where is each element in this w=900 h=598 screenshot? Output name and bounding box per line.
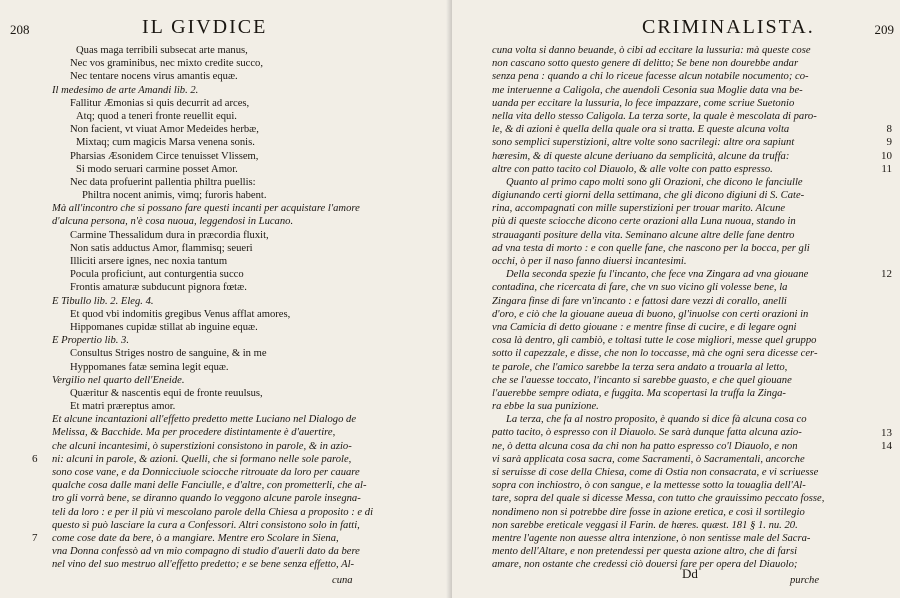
text-line: rina, accompagnati con mille superstizioni per trouar marito. Alcune <box>492 203 786 215</box>
text-line: E Tibullo lib. 2. Eleg. 4. <box>52 295 154 307</box>
text-line: Hippomanes cupidæ stillat ab inguine equæ. <box>70 321 258 333</box>
text-line: non cascano sotto questo genere di delitto; Se bene non dourebbe andar <box>492 58 799 70</box>
text-line: nel vino del suo mestruo all'effetto predetto; e se bene senza effetto, Al- <box>52 559 355 571</box>
text-line: Non facient, vt viuat Amor Medeides herbæ, <box>70 124 259 136</box>
text-line: strauaganti positure della vita. Seminano alcune altre delle fane dentro <box>492 229 795 241</box>
right-running-head <box>492 14 894 40</box>
text-line: si seruisse di cose della Chiesa, come di Ostia non consacrata, e vi scriuesse <box>492 467 819 478</box>
text-line: Della seconda spezie fu l'incanto, che fece vna Zingara ad vna giouane <box>506 269 809 281</box>
right-catchword: purche <box>790 575 820 586</box>
text-line: come cose date da bere, ò a mangiare. Mentre ero Scolare in Siena, <box>52 532 339 544</box>
text-line: tare, sopra del quale si dicesse Messa, con tutto che grauissimo peccato fosse, <box>492 493 825 505</box>
text-line: che se l'auesse toccato, l'incanto si sarebbe guasto, e che quel giouane <box>492 374 792 386</box>
text-line: senza pena : quando a chi lo riceue facesse alcun notabile nocumento; co- <box>492 71 809 83</box>
margin-note-number: 8 <box>886 123 892 136</box>
text-line: vna Donna confessò ad vn mio compagno di studio d'auerli dato da bere <box>52 546 360 558</box>
text-line: Et matri præreptus amor. <box>70 401 176 413</box>
text-line: Il medesimo de arte Amandi lib. 2. <box>52 84 199 96</box>
text-line: Nec vos graminibus, nec mixto credite succo, <box>70 58 263 70</box>
margin-note-number: 11 <box>881 162 892 175</box>
text-line: d'alcuna persona, n'è cosa nuoua, leggendosi in Lucano. <box>52 216 294 228</box>
text-line: Pocula proficiunt, aut conturgentia succo <box>70 269 244 281</box>
right-text-block <box>492 44 892 572</box>
text-line: ni: alcuni in parole, & azioni. Quelli, che si formano nelle sole parole, <box>52 453 352 465</box>
text-line: patto tacito, ò espresso con il Diauolo. Se sarà dunque fatta alcuna azio- <box>492 427 802 439</box>
text-line: te parole, che l'amico sarebbe la terza sera andato a trouarla al letto, <box>492 361 788 373</box>
text-line: Et alcune incantazioni all'effetto predetto mette Luciano nel Dialogo de <box>52 414 357 426</box>
text-line: E Propertio lib. 3. <box>52 335 129 347</box>
text-line: me interuenne a Caligola, che auendoli Cesonia sua Moglie data vna be- <box>492 84 803 96</box>
text-line: occhi, ò per il naso fanno diuersi incantesimi. <box>492 256 687 267</box>
text-line: Mixtaq; cum magicis Marsa venena sonis. <box>76 137 255 149</box>
text-line: Hyppomanes fatæ semina legit equæ. <box>70 361 229 373</box>
text-line: le, & di azioni è quella della quale ora si tratta. E queste alcuna volta <box>492 124 790 136</box>
text-line: uanda per eccitare la lussuria, lo fece impazzare, come scriue Suetonio <box>492 97 795 109</box>
text-line: Carmine Thessalidum dura in præcordia fluxit, <box>70 229 269 241</box>
text-line: questo sì può lasciare la cura a Confessori. Altri consistono solo in fatti, <box>52 519 360 531</box>
margin-note-number: 9 <box>886 136 892 149</box>
text-line: Pharsias Æsonidem Circe tenuisset Vlissem, <box>70 150 259 162</box>
text-line: digiunando certi giorni della settimana, che gli dicono digiuni di S. Cate- <box>492 190 805 202</box>
text-line: sotto il capezzale, e disse, che non lo toccasse, mà che ogni sera dicesse cer- <box>492 348 818 360</box>
text-line: vi sarà applicata cosa sacra, come Sacramenti, ò Sacramentali, ancorche <box>492 453 805 465</box>
text-line: ne, ò detta alcuna cosa da chi non ha patto espresso co'l Diauolo, e non <box>492 440 798 452</box>
text-line: Non satis adductus Amor, flammisq; seueri <box>70 242 253 254</box>
text-line: Atq; quod a teneri fronte reuellit equi. <box>76 110 237 122</box>
text-line: Frontis amaturæ subducunt pignora fœtæ. <box>70 282 247 294</box>
text-line: cosa là dentro, gli cambiò, e toltasi tutte le cose migliori, messe quel gruppo <box>492 335 817 347</box>
margin-note-number: 12 <box>881 268 892 281</box>
right-page <box>452 0 900 598</box>
text-line: Nec tentare nocens virus amantis equæ. <box>70 71 238 83</box>
text-line: sono cose vane, e da Donnicciuole sciocche ritrouate da loro per cauare <box>52 467 360 478</box>
text-line: qualche cosa dalle mani delle Fanciulle, e d'altre, con prometterli, che al- <box>52 480 367 492</box>
text-line: teli da loro : e per il più vi mescolano parole della Chiesa a proposito : e di <box>52 506 374 518</box>
text-line: Et quod vbi indomitis gregibus Venus afflat amores, <box>70 308 291 320</box>
left-running-head <box>10 14 438 40</box>
text-line: Philtra nocent animis, vimq; furoris habent. <box>82 190 267 202</box>
text-line: Illiciti arsere ignes, nec noxia tantum <box>70 256 228 267</box>
text-line: tro gli vorrà bene, se diranno quando lo veggono alcune parole insegna- <box>52 493 361 505</box>
text-line: ad vna testa di morto : e con quelle fane, che nascono per la bocca, per gli <box>492 242 810 254</box>
text-line: nella vita dello stesso Caligola. La terza sorte, la quale è mescolata di paro- <box>492 110 817 122</box>
left-page-number: 208 <box>10 22 30 37</box>
text-line: Vergilio nel quarto dell'Eneide. <box>52 374 185 386</box>
margin-note-number: 14 <box>881 440 892 452</box>
margin-note-number: 13 <box>881 426 892 439</box>
text-line: sono semplici superstizioni, altre volte sono sacrilegi: altre ora sapiunt <box>492 137 795 149</box>
margin-note-number: 7 <box>32 532 38 545</box>
text-line: sopra con inchiostro, ò con sangue, e la mettesse sotto la touaglia dell'Al- <box>492 480 806 492</box>
text-line: Mà all'incontro che si possano fare questi incanti per acquistare l'amore <box>52 203 360 215</box>
text-line: Fallitur Æmonias si quis decurrit ad arces, <box>70 97 250 109</box>
text-line: Quæritur & nascentis equi de fronte reuulsus, <box>70 387 263 399</box>
right-page-number: 209 <box>874 22 894 37</box>
text-line: d'oro, e ciò che la giouane aueua di buono, gl'inuolse con certi orazioni in <box>492 308 809 320</box>
text-line: Si modo seruari carmine posset Amor. <box>76 163 238 175</box>
right-signature-mark: Dd <box>682 566 698 581</box>
text-line: amare, non ostante che credessi ciò douersi fare per opera del Diauolo; <box>492 559 798 571</box>
text-line: altre con patto tacito col Diauolo, & alle volte con patto espresso. <box>492 163 773 175</box>
margin-note-number: 6 <box>32 453 38 466</box>
left-text-block <box>32 44 438 572</box>
text-line: vna Camicia di detto giouane : e mentre finse di cucire, e di legare ogni <box>492 321 797 333</box>
left-running-title: IL GIVDICE <box>142 16 268 38</box>
text-line: mento dell'Altare, e non pretendessi per questa azione altro, che di farsi <box>492 546 798 558</box>
text-line: l'auerebbe sempre odiata, e fuggita. Ma scopertasi la truffa la Zinga- <box>492 387 786 399</box>
left-catchword: cuna <box>332 575 353 586</box>
text-line: hæresim, & di queste alcune deriuano da semplicità, alcune da truffa: <box>492 150 790 162</box>
text-line: Quas maga terribili subsecat arte manus, <box>76 45 248 56</box>
margin-note-number: 10 <box>881 149 892 162</box>
text-line: nondimeno non si potrebbe dire fosse in azione eretica, e così il sortilegio <box>492 506 805 518</box>
text-line: più di queste sciocche dicono certe orazioni alla Luna nuoua, stando in <box>492 216 796 228</box>
text-line: Nec data profuerint pallentia philtra puellis: <box>70 176 256 188</box>
text-line: contadina, che ricercata di fare, che vn suo vicino gli volesse bene, la <box>492 282 788 294</box>
text-line: Consultus Striges nostro de sanguine, & in me <box>70 348 267 360</box>
text-line: ra ebbe la sua punizione. <box>492 401 599 413</box>
text-line: non sarebbe ereticale veggasi il Farin. de hæres. quæst. 181 § 1. nu. 20. <box>492 519 798 531</box>
text-line: Zingara finse di fare vn'incanto : e fattosi dare vezzi di corallo, anelli <box>492 295 787 307</box>
text-line: mentre l'agente non auesse altra intenzione, ò non sentisse male del Sacra- <box>492 532 811 544</box>
text-line: La terza, che fa al nostro proposito, è quando si dice fà alcuna cosa co <box>506 414 807 426</box>
text-line: Quanto al primo capo molti sono gli Orazioni, che dicono le fanciulle <box>506 176 803 188</box>
text-line: Melissa, & Bacchide. Ma per procedere distintamente è d'auertire, <box>52 427 336 439</box>
text-line: che alcuni incantesimi, ò superstizioni consistono in parole, & in azio- <box>52 440 352 452</box>
right-running-title: CRIMINALISTA. <box>642 16 815 38</box>
text-line: cuna volta si danno beuande, ò cibi ad eccitare la lussuria: mà queste cose <box>492 45 811 56</box>
